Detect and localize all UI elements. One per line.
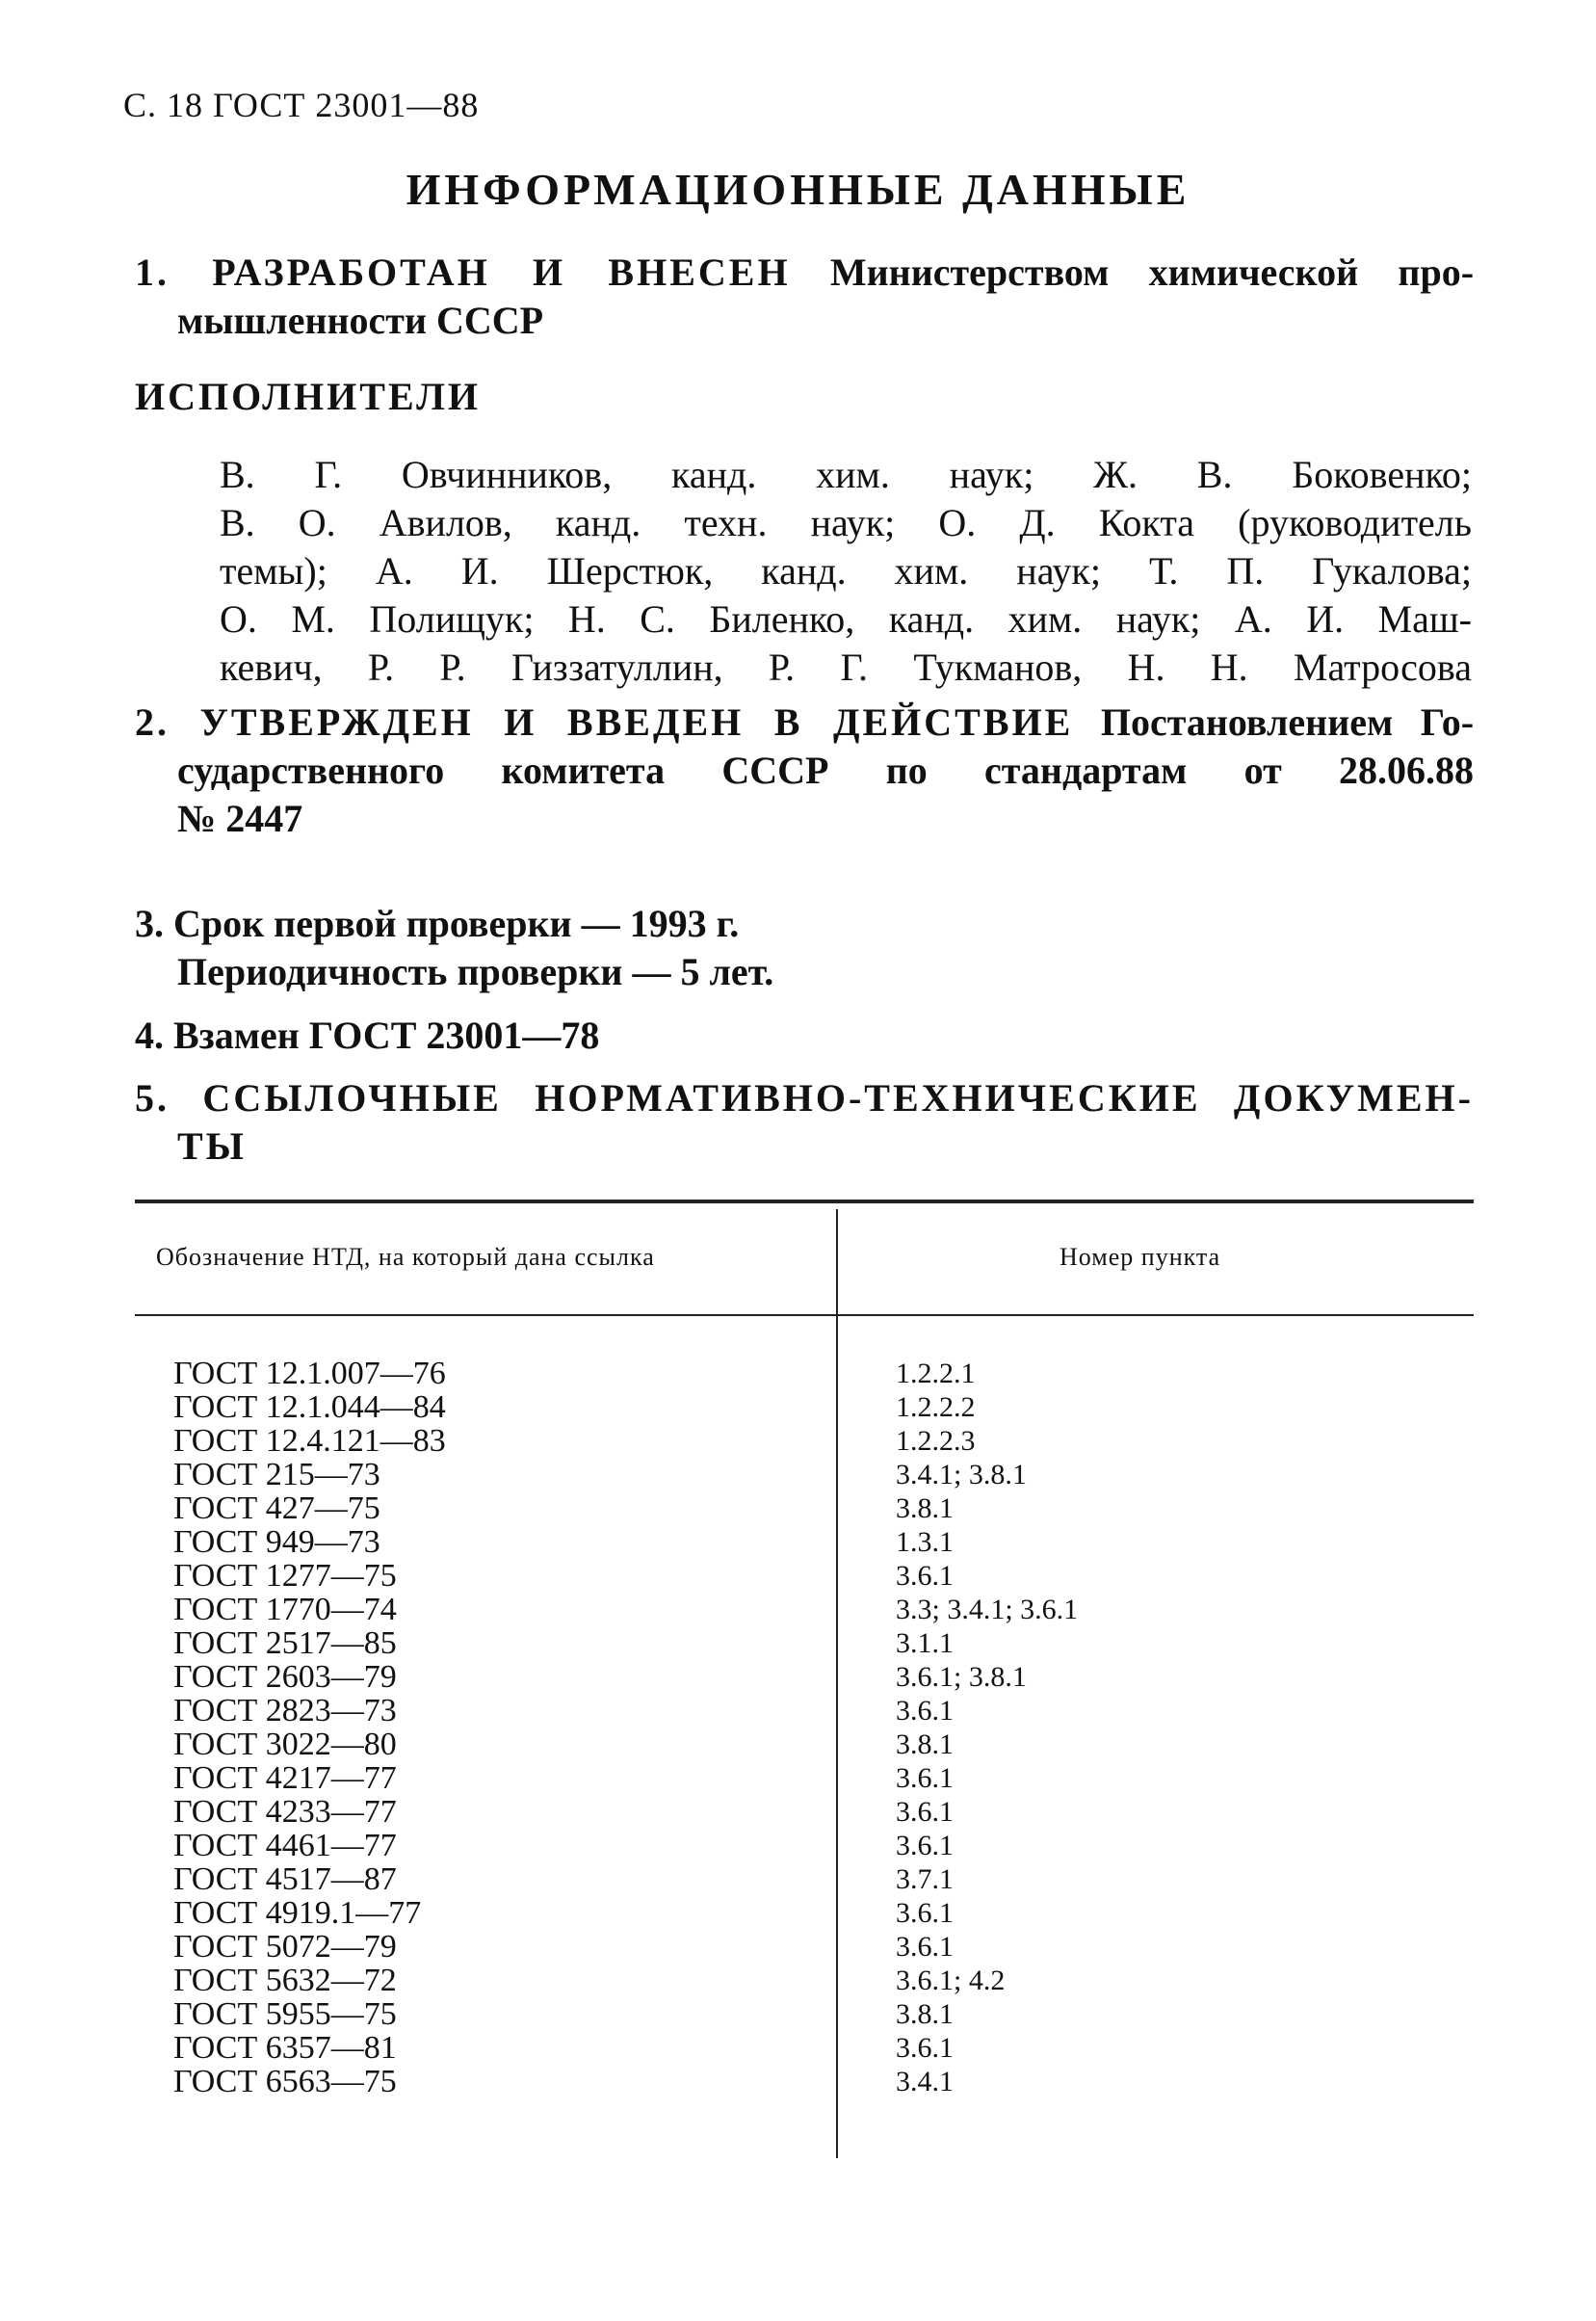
executors-list bbox=[220, 451, 1472, 692]
table-cell-clause: 3.8.1 bbox=[896, 1728, 954, 1760]
table-cell-clause: 3.6.1 bbox=[896, 1830, 954, 1861]
table-cell-clause: 3.6.1 bbox=[896, 1762, 954, 1794]
section-5 bbox=[135, 1074, 1474, 1171]
table-header-rule bbox=[135, 1314, 1474, 1316]
table-cell-ntd: ГОСТ 5955—75 bbox=[173, 1996, 397, 2032]
section-3-line-1: 3. Срок первой проверки — 1993 г. bbox=[135, 902, 740, 945]
executors-heading: ИСПОЛНИТЕЛИ bbox=[135, 375, 482, 418]
section-1 bbox=[135, 249, 1474, 345]
table-cell-ntd: ГОСТ 215—73 bbox=[173, 1457, 380, 1492]
table-cell-ntd: ГОСТ 4217—77 bbox=[173, 1760, 397, 1796]
table-cell-ntd: ГОСТ 12.1.007—76 bbox=[173, 1356, 446, 1391]
table-cell-ntd: ГОСТ 5072—79 bbox=[173, 1929, 397, 1965]
table-cell-clause: 3.4.1; 3.8.1 bbox=[896, 1459, 1027, 1490]
section-2-text-3: № 2447 bbox=[177, 797, 303, 840]
table-cell-clause: 3.6.1 bbox=[896, 2032, 954, 2064]
table-cell-clause: 1.2.2.2 bbox=[896, 1391, 976, 1423]
table-header-ntd: Обозначение НТД, на который дана ссылка bbox=[156, 1243, 655, 1271]
table-cell-clause: 3.4.1 bbox=[896, 2066, 954, 2097]
table-cell-ntd: ГОСТ 12.1.044—84 bbox=[173, 1389, 446, 1425]
executors-line-5: кевич, Р. Р. Гиззатуллин, Р. Г. Тукманов, Н. Н. Матросова bbox=[220, 646, 1472, 689]
section-2-text-1: Постановлением Го- bbox=[1100, 700, 1475, 744]
executors-line-3: темы); А. И. Шерстюк, канд. хим. наук; Т. П. Гукалова; bbox=[220, 549, 1472, 593]
table-column-clause bbox=[896, 1357, 1078, 2098]
table-column-ntd bbox=[173, 1357, 446, 2098]
table-cell-ntd: ГОСТ 5632—72 bbox=[173, 1963, 397, 1998]
table-cell-ntd: ГОСТ 2603—79 bbox=[173, 1659, 397, 1695]
table-cell-ntd: ГОСТ 4233—77 bbox=[173, 1794, 397, 1830]
table-cell-ntd: ГОСТ 4517—87 bbox=[173, 1861, 397, 1897]
table-cell-clause: 3.1.1 bbox=[896, 1627, 954, 1659]
table-cell-clause: 1.3.1 bbox=[896, 1526, 954, 1558]
section-2-line-1 bbox=[135, 699, 1474, 747]
table-cell-ntd: ГОСТ 6357—81 bbox=[173, 2030, 397, 2066]
table-cell-ntd: ГОСТ 1770—74 bbox=[173, 1592, 397, 1627]
table-cell-ntd: ГОСТ 1277—75 bbox=[173, 1558, 397, 1594]
section-4: 4. Взамен ГОСТ 23001—78 bbox=[135, 1014, 600, 1057]
table-cell-clause: 1.2.2.3 bbox=[896, 1425, 976, 1457]
section-5-heading-2: ТЫ bbox=[177, 1124, 247, 1168]
table-cell-clause: 3.6.1 bbox=[896, 1897, 954, 1929]
page-title: ИНФОРМАЦИОННЫЕ ДАННЫЕ bbox=[406, 165, 1190, 214]
section-2-heading: 2. УТВЕРЖДЕН И ВВЕДЕН В ДЕЙСТВИЕ bbox=[135, 700, 1074, 744]
table-cell-clause: 3.3; 3.4.1; 3.6.1 bbox=[896, 1594, 1079, 1625]
executors-line-4: О. М. Полищук; Н. С. Биленко, канд. хим. наук; А. И. Маш- bbox=[220, 597, 1472, 641]
executors-line-2: В. О. Авилов, канд. техн. наук; О. Д. Кокта (руководитель bbox=[220, 501, 1472, 544]
table-cell-ntd: ГОСТ 949—73 bbox=[173, 1524, 380, 1560]
table-cell-ntd: ГОСТ 427—75 bbox=[173, 1490, 380, 1526]
section-3-line-2: Периодичность проверки — 5 лет. bbox=[177, 950, 774, 993]
table-cell-ntd: ГОСТ 3022—80 bbox=[173, 1727, 397, 1762]
table-cell-clause: 3.6.1 bbox=[896, 1695, 954, 1727]
section-1-text-1: Министерством химической про- bbox=[829, 251, 1475, 294]
table-column-divider bbox=[836, 1209, 838, 2158]
section-3 bbox=[135, 900, 773, 996]
section-1-line-1 bbox=[135, 249, 1474, 297]
executors-line-1: В. Г. Овчинников, канд. хим. наук; Ж. В. Боковенко; bbox=[220, 453, 1472, 496]
section-5-heading-1: 5. ССЫЛОЧНЫЕ НОРМАТИВНО-ТЕХНИЧЕСКИЕ ДОКУМЕН- bbox=[135, 1076, 1474, 1120]
table-cell-clause: 3.6.1 bbox=[896, 1931, 954, 1963]
table-cell-clause: 3.8.1 bbox=[896, 1998, 954, 2030]
table-cell-ntd: ГОСТ 2823—73 bbox=[173, 1693, 397, 1728]
table-header-clause: Номер пункта bbox=[1060, 1243, 1221, 1271]
table-cell-clause: 1.2.2.1 bbox=[896, 1358, 976, 1389]
section-2-text-2: сударственного комитета СССР по стандартам от 28.06.88 bbox=[177, 749, 1474, 792]
table-cell-clause: 3.7.1 bbox=[896, 1863, 954, 1895]
table-cell-ntd: ГОСТ 6563—75 bbox=[173, 2064, 397, 2099]
table-cell-clause: 3.6.1 bbox=[896, 1560, 954, 1592]
table-cell-clause: 3.6.1; 3.8.1 bbox=[896, 1661, 1027, 1693]
table-cell-clause: 3.8.1 bbox=[896, 1492, 954, 1524]
section-1-text-2: мышленности СССР bbox=[177, 299, 544, 342]
table-cell-ntd: ГОСТ 4919.1—77 bbox=[173, 1895, 422, 1931]
table-cell-ntd: ГОСТ 4461—77 bbox=[173, 1828, 397, 1863]
table-cell-ntd: ГОСТ 12.4.121—83 bbox=[173, 1423, 446, 1459]
section-2 bbox=[135, 699, 1474, 843]
table-cell-clause: 3.6.1 bbox=[896, 1796, 954, 1828]
section-1-heading: 1. РАЗРАБОТАН И ВНЕСЕН bbox=[135, 251, 791, 294]
table-cell-clause: 3.6.1; 4.2 bbox=[896, 1965, 1006, 1996]
table-top-rule bbox=[135, 1200, 1474, 1203]
page-header: С. 18 ГОСТ 23001—88 bbox=[123, 86, 480, 124]
table-cell-ntd: ГОСТ 2517—85 bbox=[173, 1625, 397, 1661]
